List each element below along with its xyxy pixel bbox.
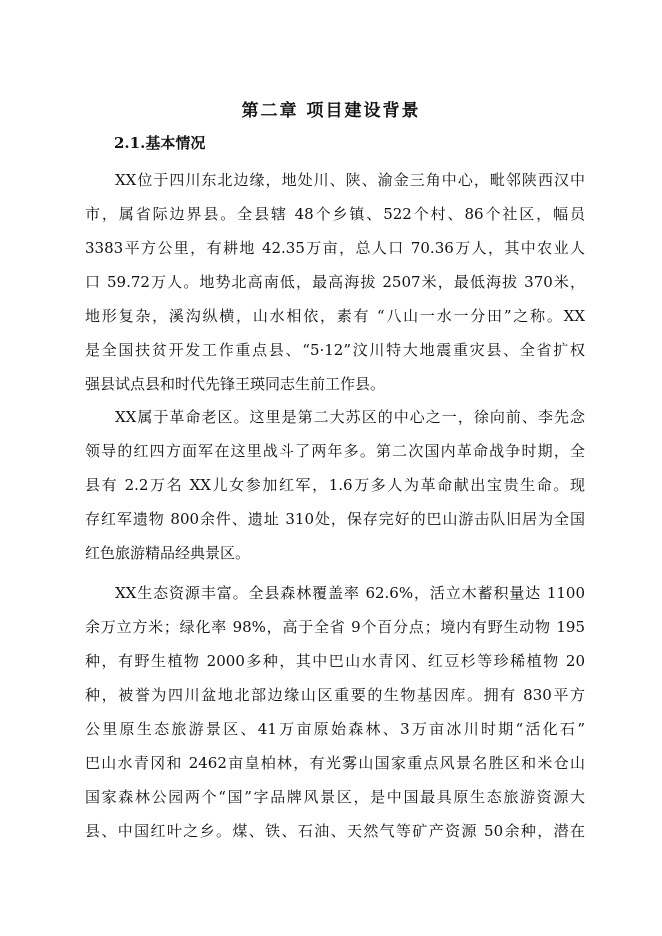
- text-line: 地形复杂，溪沟纵横，山水相依，素有 “八山一水一分田”之称。XX: [85, 307, 585, 325]
- text-line: XX位于四川东北边缘，地处川、陕、渝金三角中心，毗邻陕西汉中: [115, 171, 585, 189]
- text-line: 3383平方公里，有耕地 42.35万亩，总人口 70.36万人，其中农业人: [85, 239, 585, 257]
- text-line: 公里原生态旅游景区、41万亩原始森林、3万亩冰川时期“活化石”: [85, 720, 585, 738]
- text-line: 存红军遗物 800余件、遗址 310处，保存完好的巴山游击队旧居为全国: [85, 510, 585, 528]
- text-line: XX生态资源丰富。全县森林覆盖率 62.6%，活立木蓄积量达 1100: [115, 584, 585, 602]
- text-line: 是全国扶贫开发工作重点县、“5·12”汶川特大地震重灾县、全省扩权: [85, 341, 585, 359]
- text-line: 县有 2.2万名 XX儿女参加红军，1.6万多人为革命献出宝贵生命。现: [85, 476, 585, 494]
- text-line: 巴山水青冈和 2462亩皇柏林，有光雾山国家重点风景名胜区和米仓山: [85, 754, 585, 772]
- text-line: 国家森林公园两个“国”字品牌风景区，是中国最具原生态旅游资源大: [85, 788, 585, 806]
- text-line: 市，属省际边界县。全县辖 48个乡镇、522个村、86个社区，幅员: [85, 205, 585, 223]
- text-line: 口 59.72万人。地势北高南低，最高海拔 2507米，最低海拔 370米，: [85, 273, 585, 291]
- text-line: 县、中国红叶之乡。煤、铁、石油、天然气等矿产资源 50余种，潜在: [85, 822, 585, 840]
- text-line: 领导的红四方面军在这里战斗了两年多。第二次国内革命战争时期，全: [85, 442, 585, 460]
- text-line: 种，被誉为四川盆地北部边缘山区重要的生物基因库。拥有 830平方: [85, 686, 585, 704]
- text-line: 余万立方米；绿化率 98%，高于全省 9个百分点；境内有野生动物 195: [85, 618, 585, 636]
- text-line: XX属于革命老区。这里是第二大苏区的中心之一，徐向前、李先念: [115, 408, 585, 426]
- chapter-title: 第二章 项目建设背景: [241, 101, 421, 121]
- section-heading: 2.1.基本情况: [114, 134, 206, 152]
- paragraph-ecological-resources: [85, 576, 585, 848]
- paragraph-location: [85, 163, 585, 401]
- text-line: 种，有野生植物 2000多种，其中巴山水青冈、红豆杉等珍稀植物 20: [85, 652, 585, 670]
- text-line: 红色旅游精品经典景区。: [85, 544, 251, 562]
- paragraph-revolutionary-history: [85, 400, 585, 570]
- text-line: 强县试点县和时代先锋王瑛同志生前工作县。: [85, 375, 386, 393]
